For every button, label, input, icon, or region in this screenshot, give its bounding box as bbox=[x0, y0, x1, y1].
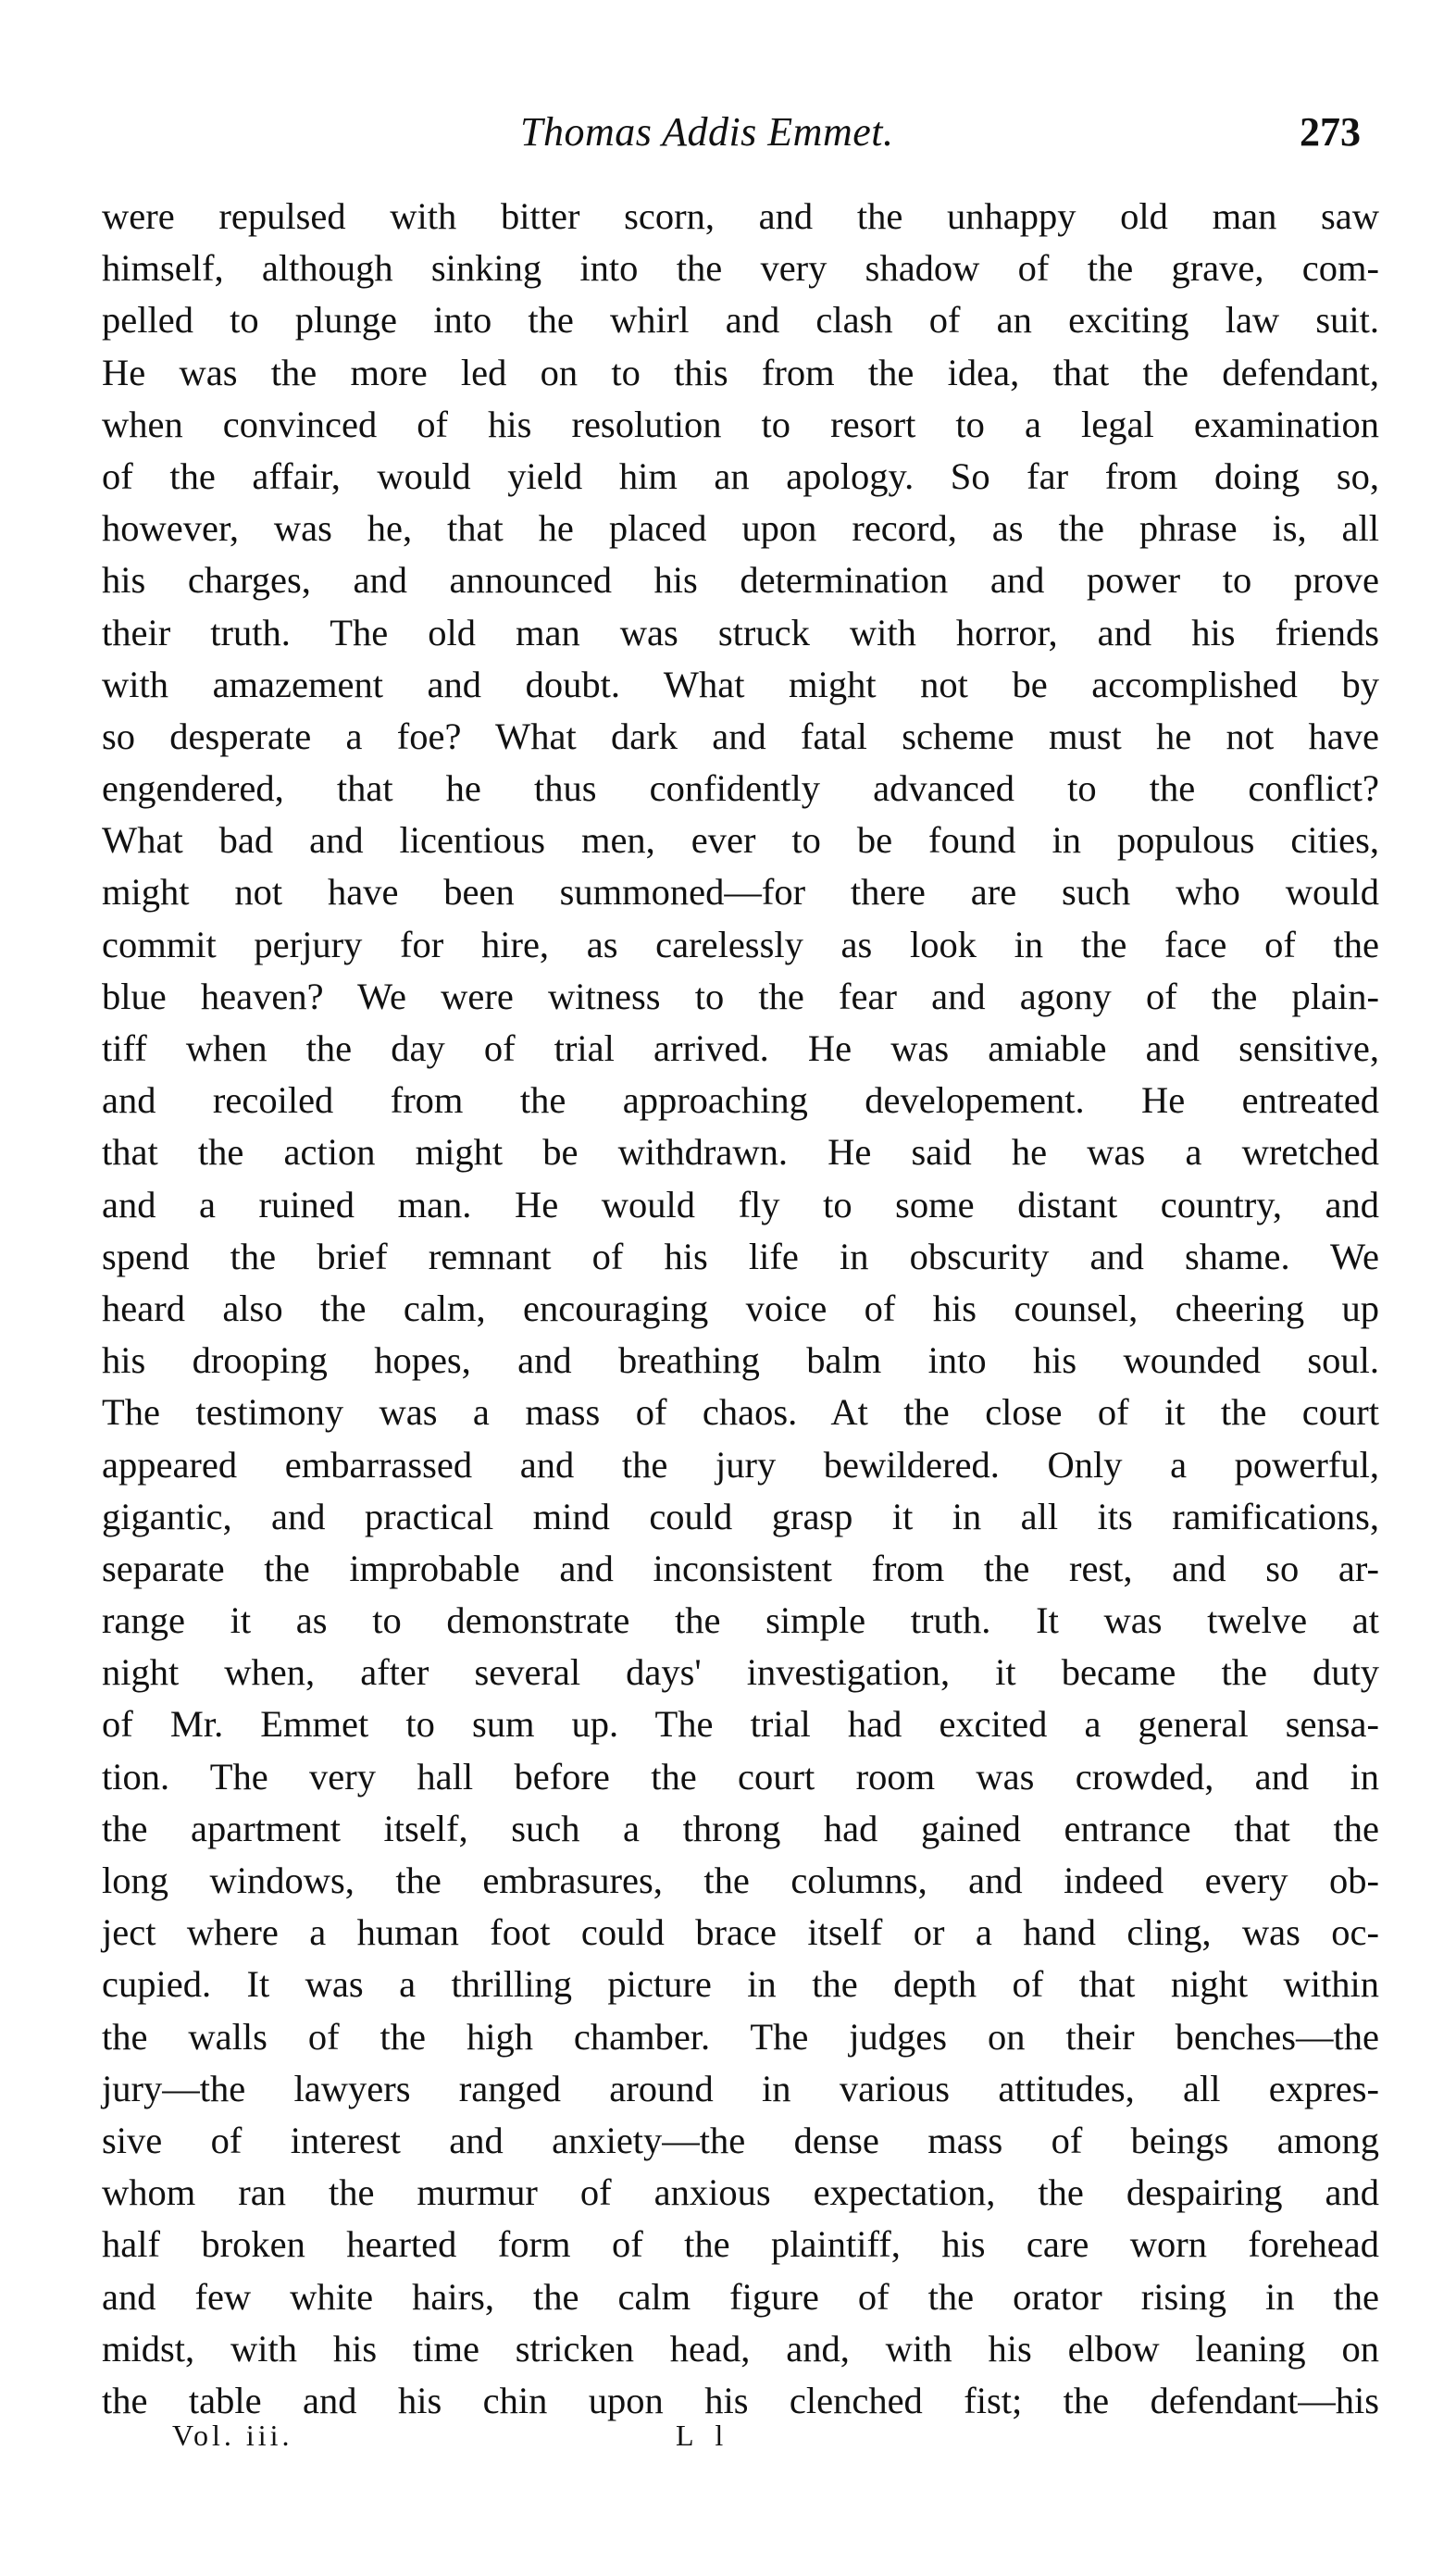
text-line: so desperate a foe? What dark and fatal scheme must he not have bbox=[102, 715, 1379, 757]
text-line: pelled to plunge into the whirl and clash of an exciting law suit. bbox=[102, 299, 1379, 342]
page-footer bbox=[0, 2412, 1456, 2458]
running-head bbox=[0, 100, 1456, 165]
text-line: heard also the calm, encouraging voice of his counsel, cheering up bbox=[102, 1287, 1379, 1329]
text-line: and few white hairs, the calm figure of the orator rising in the bbox=[102, 2275, 1379, 2318]
text-line: and a ruined man. He would fly to some distant country, and bbox=[102, 1183, 1379, 1225]
text-line: gigantic, and practical mind could grasp it in all its ramifications, bbox=[102, 1495, 1379, 1537]
text-line: their truth. The old man was struck with horror, and his friends bbox=[102, 611, 1379, 653]
text-line: whom ran the murmur of anxious expectation, the despairing and bbox=[102, 2171, 1379, 2214]
text-line: the apartment itself, such a throng had gained entrance that the bbox=[102, 1807, 1379, 1849]
text-line: What bad and licentious men, ever to be found in populous cities, bbox=[102, 819, 1379, 862]
text-line: and recoiled from the approaching developement. He entreated bbox=[102, 1079, 1379, 1122]
text-line: the walls of the high chamber. The judges on their benches—the bbox=[102, 2015, 1379, 2058]
text-line: He was the more led on to this from the idea, that the defendant, bbox=[102, 351, 1379, 393]
text-line: were repulsed with bitter scorn, and the unhappy old man saw bbox=[102, 195, 1379, 237]
text-line: jury—the lawyers ranged around in various attitudes, all expres- bbox=[102, 2067, 1379, 2109]
text-line: long windows, the embrasures, the columns, and indeed every ob- bbox=[102, 1860, 1379, 1901]
text-line: of Mr. Emmet to sum up. The trial had excited a general sensa- bbox=[102, 1703, 1379, 1746]
volume-signature: Vol. iii. bbox=[172, 2419, 293, 2452]
text-line: sive of interest and anxiety—the dense mass of beings among bbox=[102, 2119, 1379, 2161]
text-line: spend the brief remnant of his life in obscurity and shame. We bbox=[102, 1235, 1379, 1277]
text-line: of the affair, would yield him an apology. So far from doing so, bbox=[102, 454, 1379, 497]
text-line: range it as to demonstrate the simple truth. It was twelve at bbox=[102, 1599, 1379, 1642]
text-line: commit perjury for hire, as carelessly as look in the face of the bbox=[102, 923, 1379, 965]
text-line: himself, although sinking into the very shadow of the grave, com- bbox=[102, 247, 1379, 290]
running-title: Thomas Addis Emmet. bbox=[520, 109, 894, 155]
text-line: tiff when the day of trial arrived. He was amiable and sensitive, bbox=[102, 1027, 1379, 1069]
text-line: when convinced of his resolution to resort to a legal examination bbox=[102, 403, 1379, 445]
text-line: the table and his chin upon his clenched fist; the defendant—his bbox=[102, 2379, 1379, 2421]
text-line: ject where a human foot could brace itself or a hand cling, was oc- bbox=[102, 1911, 1379, 1954]
body-text bbox=[102, 191, 1379, 2427]
text-line: separate the improbable and inconsistent from the rest, and so ar- bbox=[102, 1547, 1379, 1589]
text-line: might not have been summoned—for there are such who would bbox=[102, 871, 1379, 914]
text-line: with amazement and doubt. What might not be accomplished by bbox=[102, 663, 1379, 705]
page-number: 273 bbox=[1300, 109, 1361, 155]
text-line: his charges, and announced his determination and power to prove bbox=[102, 559, 1379, 602]
text-line: his drooping hopes, and breathing balm into his wounded soul. bbox=[102, 1339, 1379, 1382]
text-line: half broken hearted form of the plaintiff, his care worn forehead bbox=[102, 2223, 1379, 2266]
gathering-mark: L l bbox=[676, 2419, 731, 2452]
text-line: appeared embarrassed and the jury bewildered. Only a powerful, bbox=[102, 1443, 1379, 1486]
text-line: that the action might be withdrawn. He said he was a wretched bbox=[102, 1131, 1379, 1174]
text-line: engendered, that he thus confidently advanced to the conflict? bbox=[102, 767, 1379, 810]
text-line: however, was he, that he placed upon record, as the phrase is, all bbox=[102, 507, 1379, 550]
text-line: The testimony was a mass of chaos. At the close of it the court bbox=[102, 1391, 1379, 1434]
text-line: midst, with his time stricken head, and, with his elbow leaning on bbox=[102, 2327, 1379, 2370]
text-line: night when, after several days' investigation, it became the duty bbox=[102, 1651, 1379, 1694]
text-line: blue heaven? We were witness to the fear and agony of the plain- bbox=[102, 975, 1379, 1017]
text-line: tion. The very hall before the court room was crowded, and in bbox=[102, 1755, 1379, 1797]
text-line: cupied. It was a thrilling picture in the depth of that night within bbox=[102, 1963, 1379, 2006]
